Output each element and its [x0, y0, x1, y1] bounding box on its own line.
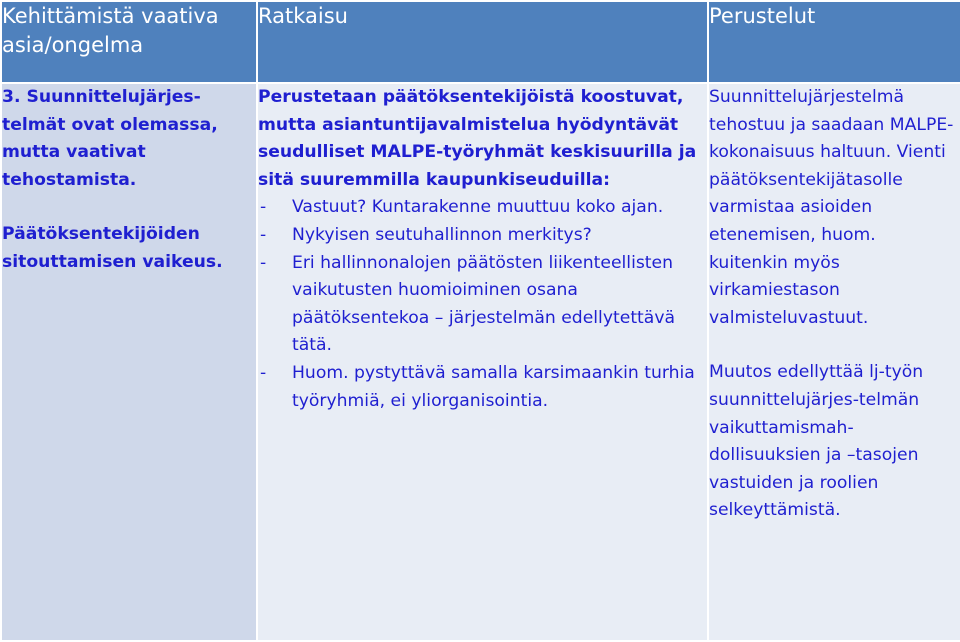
- column-header-issue: Kehittämistä vaativa asia/ongelma: [1, 1, 257, 83]
- list-item-text: Eri hallinnonalojen päätösten liikenteellisten vaikutusten huomioiminen osana päätöksentekoa – järjestelmän edellytettävä tätä.: [292, 252, 676, 356]
- list-item: [258, 222, 707, 250]
- list-item-text: Huom. pystyttävä samalla karsimaankin turhia työryhmiä, ei yliorganisointia.: [292, 362, 695, 411]
- issue-text: Päätöksentekijöiden sitouttamisen vaikeus.: [2, 224, 223, 272]
- column-header-rationale: Perustelut: [708, 1, 960, 83]
- header-row: [1, 1, 960, 83]
- bullet-dash: -: [260, 362, 267, 383]
- list-item-text: Vastuut? Kuntarakenne muuttuu koko ajan.: [292, 197, 664, 218]
- list-item: [258, 360, 707, 415]
- rationale-text: Suunnittelujärjestelmä tehostuu ja saadaan MALPE-kokonaisuus haltuun. Vienti päätöksentekijätasolle varmistaa asioiden etenemisen, huom. kuitenkin myös virkamiestason valmisteluvastuut.: [709, 87, 954, 328]
- solution-lead: Perustetaan päätöksentekijöistä koostuvat, mutta asiantuntijavalmistelua hyödyntävät seudulliset MALPE-työryhmät keskisuurilla ja sitä suuremmilla kaupunkiseuduilla:: [258, 87, 697, 190]
- issue-cell: [1, 83, 257, 641]
- list-item: [258, 250, 707, 360]
- list-item: [258, 194, 707, 222]
- column-header-solution: Ratkaisu: [257, 1, 708, 83]
- bullet-dash: -: [260, 252, 267, 273]
- solution-cell: [257, 83, 708, 641]
- bullet-dash: -: [260, 197, 267, 218]
- table-row: [1, 83, 960, 641]
- rationale-cell: [708, 83, 960, 641]
- bullet-dash: -: [260, 224, 267, 245]
- list-item-text: Nykyisen seutuhallinnon merkitys?: [292, 224, 592, 245]
- solution-list: [258, 194, 707, 415]
- issue-text: 3. Suunnittelujärjes-telmät ovat olemassa, mutta vaativat tehostamista.: [2, 87, 218, 190]
- rationale-text: Muutos edellyttää lj-työn suunnittelujärjes-telmän vaikuttamismah-dollisuuksien ja –tasojen vastuiden ja roolien selkeyttämistä.: [709, 362, 924, 521]
